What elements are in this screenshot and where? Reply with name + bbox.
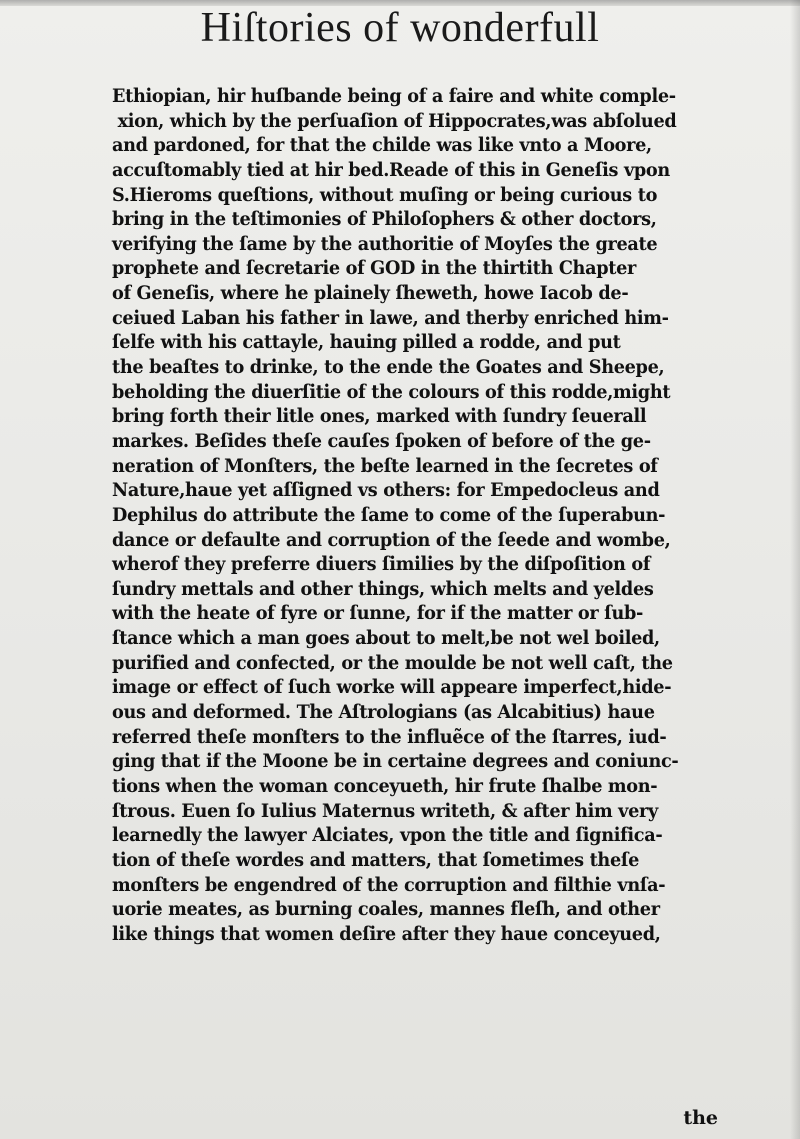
text-line: dance or defaulte and corruption of the ſeede and wombe, <box>112 528 671 551</box>
text-line: Dephilus do attribute the ſame to come of the ſuperabun- <box>112 503 666 526</box>
text-line: wherof they preferre diuers ſimilies by the diſpoſition of <box>112 553 651 576</box>
text-line: ceiued Laban his father in lawe, and therby enriched him- <box>112 306 669 329</box>
text-line: the beaſtes to drinke, to the ende the Goates and Sheepe, <box>112 356 665 379</box>
text-line: Ethiopian, hir huſbande being of a faire and white comple- <box>112 85 676 107</box>
text-line: tions when the woman conceyueth, hir frute ſhalbe mon- <box>112 774 658 797</box>
text-line: monſters be engendred of the corruption and filthie vnſa- <box>112 873 666 896</box>
body-text <box>112 84 800 946</box>
text-line: ging that if the Moone be in certaine degrees and coniunc- <box>112 750 679 773</box>
text-line: beholding the diuerſitie of the colours of this rodde,might <box>112 380 671 403</box>
text-line: S.Hieroms queſtions, without muſing or being curious to <box>112 183 658 206</box>
text-line: bring forth their litle ones, marked with ſundry ſeuerall <box>112 405 647 428</box>
text-line: ſelfe with his cattayle, hauing pilled a rodde, and put <box>112 331 621 354</box>
text-line: prophete and ſecretarie of GOD in the thirtith Chapter <box>112 257 636 280</box>
text-line: uorie meates, as burning coales, mannes fleſh, and other <box>112 898 660 921</box>
text-line: learnedly the lawyer Alciates, vpon the title and ſignifica- <box>112 824 663 847</box>
text-line: accuſtomably tied at hir bed.Reade of this in Geneſis vpon <box>112 158 670 181</box>
text-line: verifying the ſame by the authoritie of Moyſes the greate <box>112 232 658 255</box>
running-head: Hiſtories of wonderfull <box>200 5 600 51</box>
catchword: the <box>683 1107 718 1129</box>
text-line: markes. Beſides theſe cauſes ſpoken of before of the ge- <box>112 429 651 452</box>
text-line: referred theſe monſters to the influẽce of the ſtarres, iud- <box>112 725 667 748</box>
text-line: neration of Monſters, the beſte learned in the ſecretes of <box>112 454 658 477</box>
text-line: like things that women deſire after they haue conceyued, <box>112 922 661 945</box>
text-line: ſtrous. Euen ſo Iulius Maternus writeth, & after him very <box>112 799 658 822</box>
text-line: purified and confected, or the moulde be not well caſt, the <box>112 651 673 674</box>
text-line: ous and deformed. The Aſtrologians (as Alcabitius) haue <box>112 701 655 724</box>
text-line: Nature,haue yet aſſigned vs others: for Empedocleus and <box>112 479 660 502</box>
text-line: image or effect of ſuch worke will appeare imperfect,hide- <box>112 676 672 699</box>
text-line: ſundry mettals and other things, which melts and yeldes <box>112 577 654 600</box>
page-gutter-shadow <box>790 0 800 1139</box>
text-line: xion, which by the perſuaſion of Hippocrates,was abſolued <box>117 109 677 132</box>
text-line: of Geneſis, where he plainely ſheweth, howe Iacob de- <box>112 282 629 305</box>
text-line: with the heate of fyre or ſunne, for if the matter or ſub- <box>112 602 644 625</box>
text-line: tion of theſe wordes and matters, that ſometimes theſe <box>112 848 640 871</box>
text-line: ſtance which a man goes about to melt,be not wel boiled, <box>112 627 660 650</box>
text-line: bring in the teſtimonies of Philoſophers & other doctors, <box>112 208 657 231</box>
text-line: and pardoned, for that the childe was like vnto a Moore, <box>112 134 652 157</box>
